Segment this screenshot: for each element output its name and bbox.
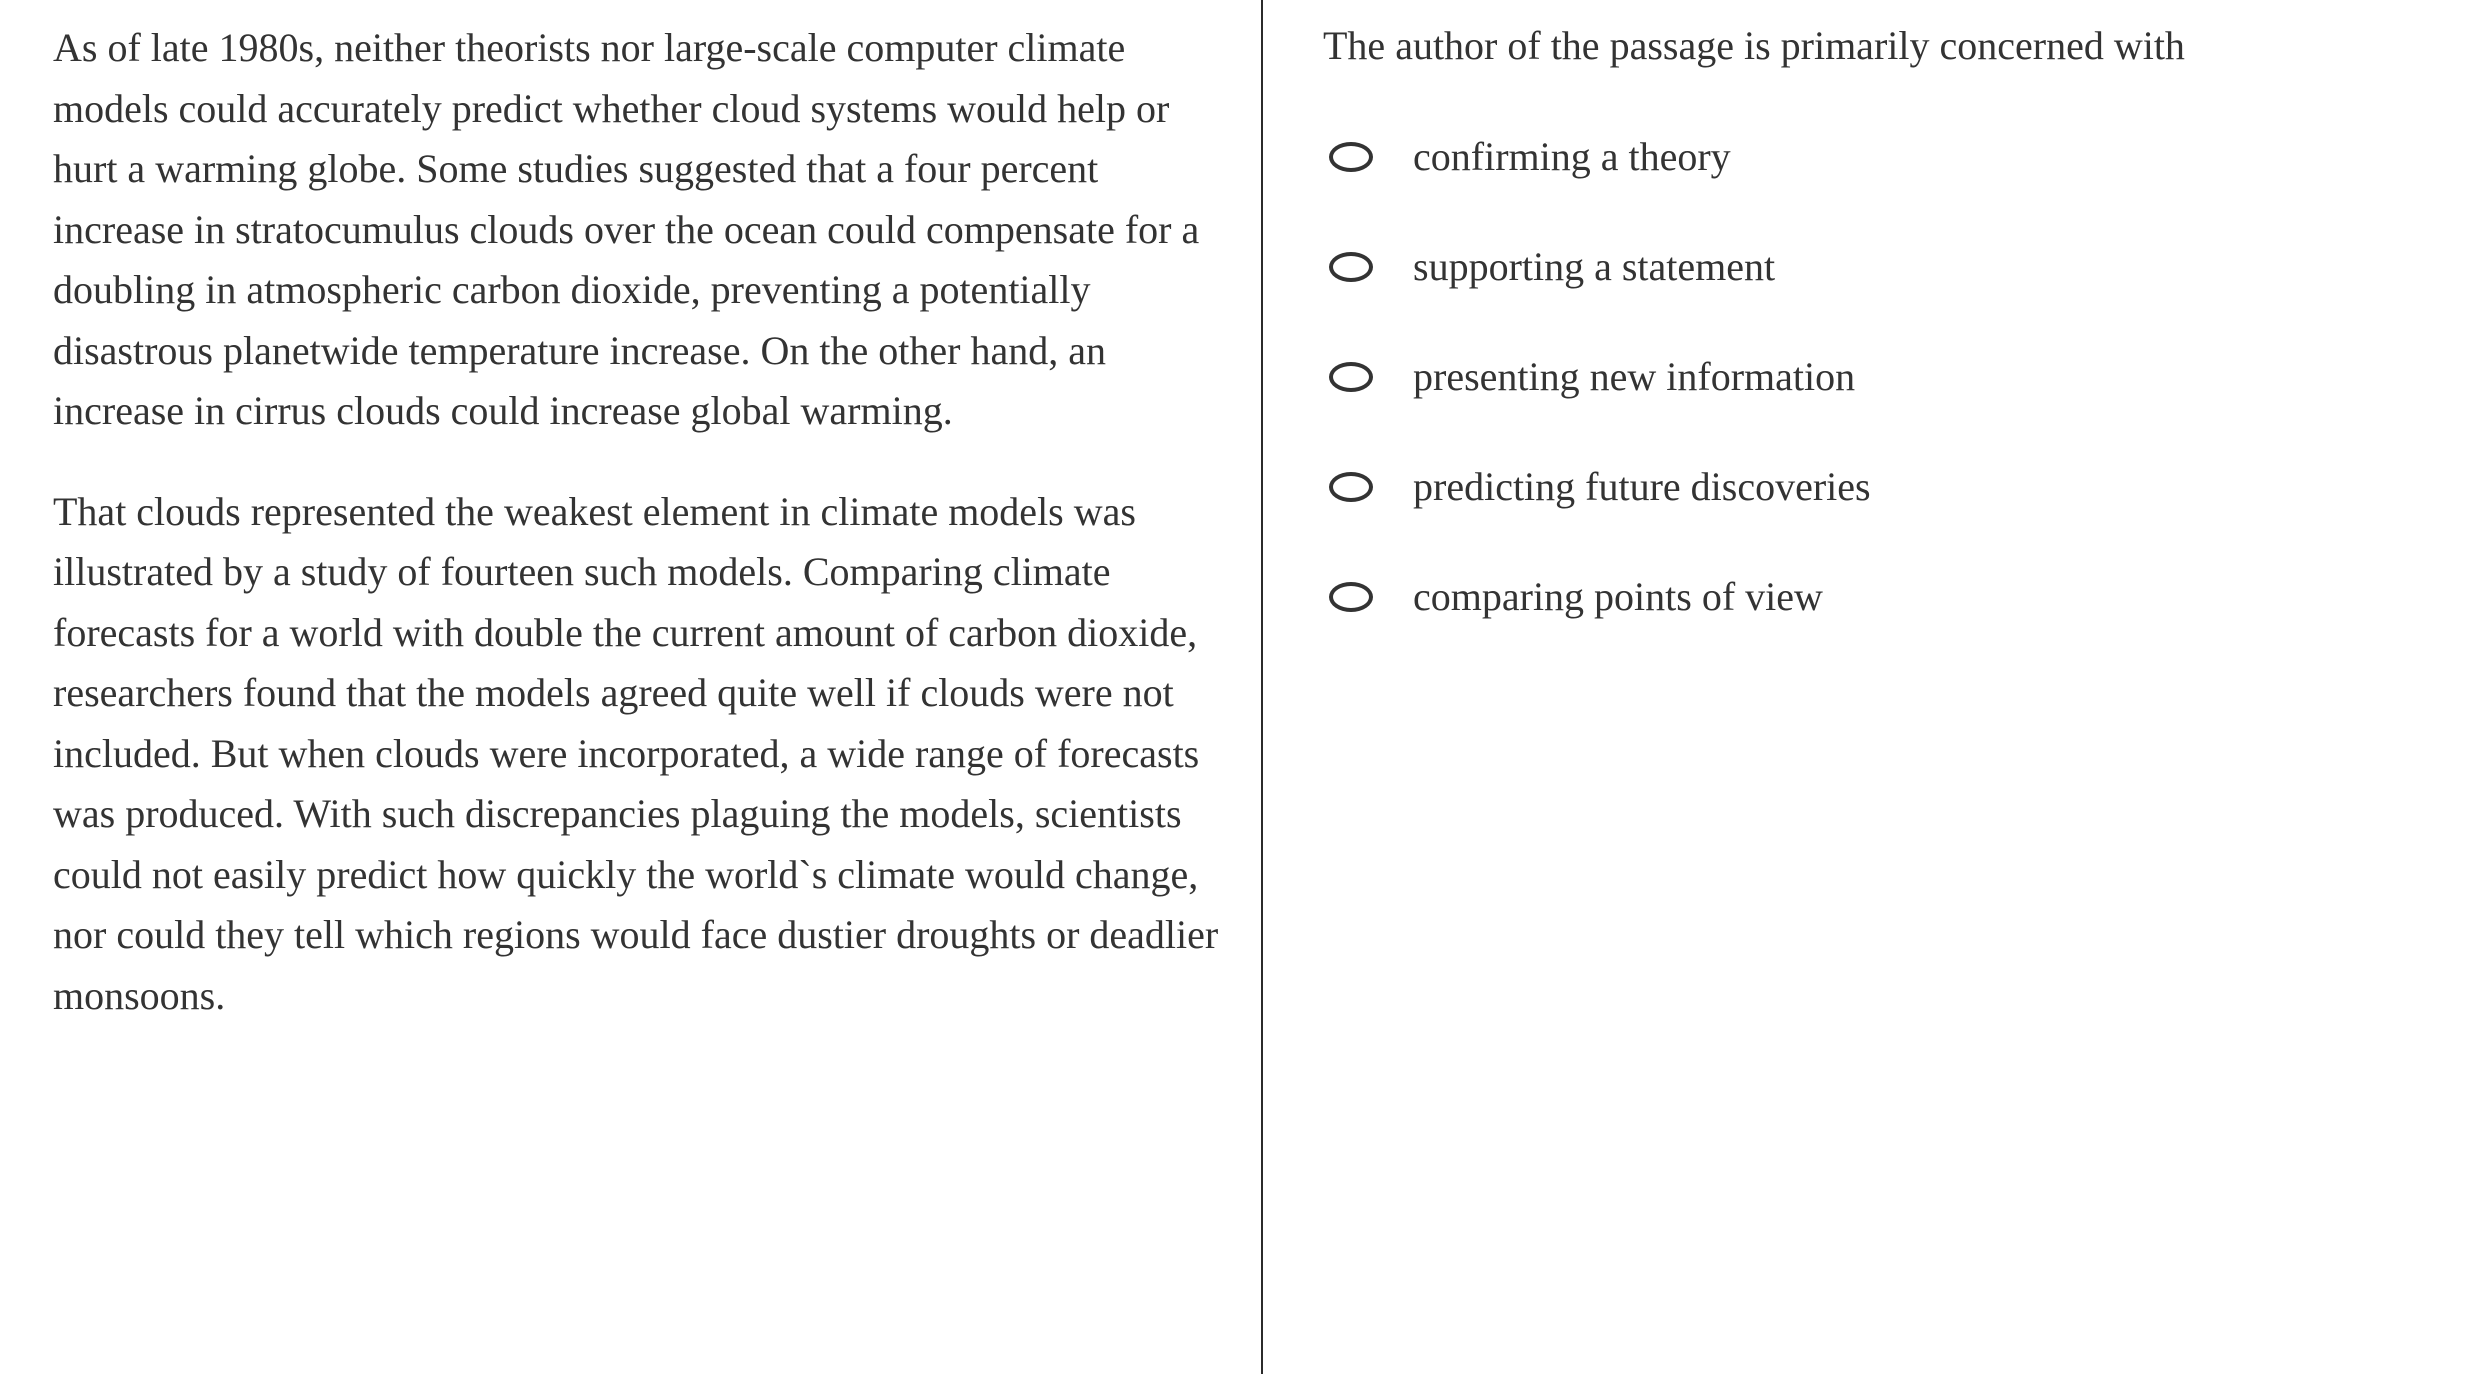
answer-choice-5[interactable]	[1323, 542, 2487, 652]
answer-choices	[1323, 102, 2487, 652]
radio-button-icon[interactable]	[1329, 582, 1373, 612]
passage-paragraph-1: As of late 1980s, neither theorists nor large-scale computer climate models could accurately predict whether cloud systems would help or hurt a warming globe. Some studies suggested that a four percent increase in stratocumulus clouds over the ocean could compensate for a doubling in atmospheric carbon dioxide, preventing a potentially disastrous planetwide temperature increase. On the other hand, an increase in cirrus clouds could increase global warming.	[53, 25, 1200, 433]
answer-choice-label: predicting future discoveries	[1413, 464, 1871, 509]
radio-button-icon[interactable]	[1329, 362, 1373, 392]
radio-button-icon[interactable]	[1329, 472, 1373, 502]
answer-choice-label: supporting a statement	[1413, 244, 1776, 289]
radio-button-icon[interactable]	[1329, 142, 1373, 172]
answer-choice-3[interactable]	[1323, 322, 2487, 432]
answer-choice-label: confirming a theory	[1413, 134, 1731, 179]
answer-choice-label: comparing points of view	[1413, 574, 1823, 619]
radio-button-icon[interactable]	[1329, 252, 1373, 282]
answer-choice-label: presenting new information	[1413, 354, 1856, 399]
answer-choice-2[interactable]	[1323, 212, 2487, 322]
passage-paragraph-2: That clouds represented the weakest element in climate models was illustrated by a study of fourteen such models. Comparing climate forecasts for a world with double the current amount of carbon dioxide, researchers found that the models agreed quite well if clouds were not included. But when clouds were incorporated, a wide range of forecasts was produced. With such discrepancies plaguing the models, scientists could not easily predict how quickly the world`s climate would change, nor could they tell which regions would face dustier droughts or deadlier monsoons.	[53, 488, 1219, 1018]
question-stem: The author of the passage is primarily concerned with	[1323, 23, 2185, 68]
question-pane	[1263, 0, 2487, 1374]
answer-choice-1[interactable]	[1323, 102, 2487, 212]
answer-choice-4[interactable]	[1323, 432, 2487, 542]
